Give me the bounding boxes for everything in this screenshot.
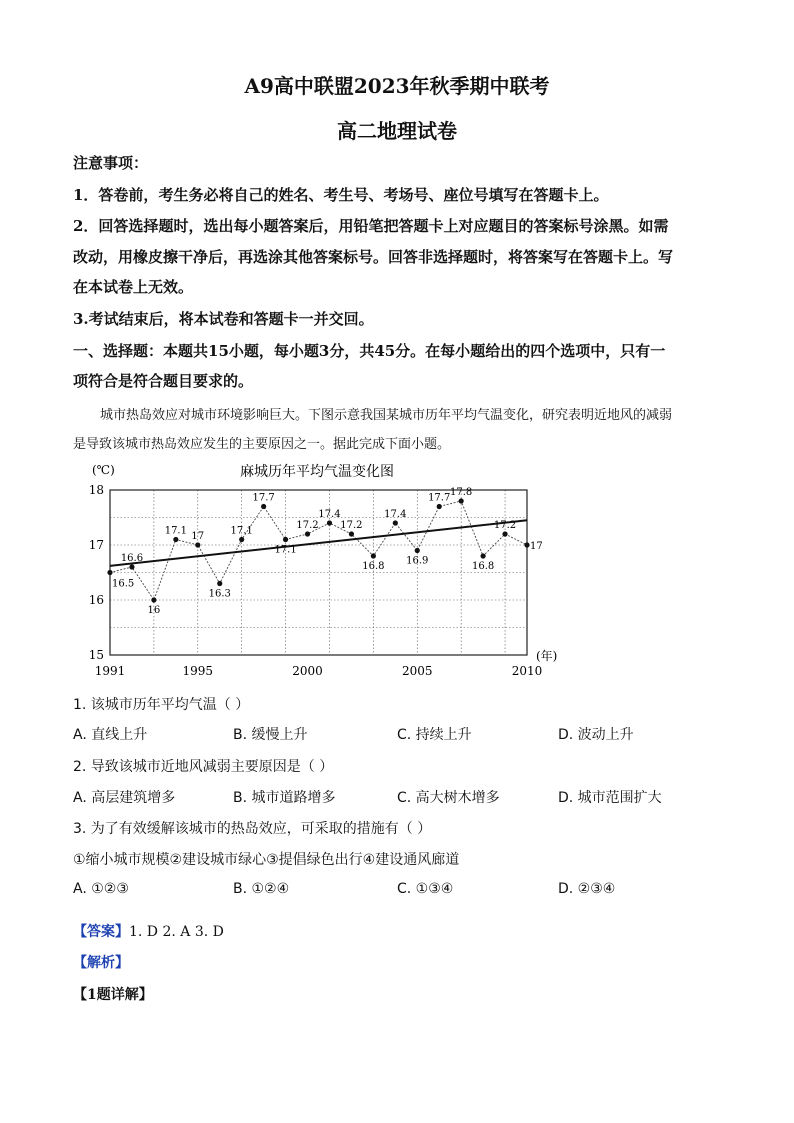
data-point <box>151 597 156 602</box>
data-label: 17.7 <box>252 492 275 504</box>
option-3d[interactable]: D. ②③④ <box>558 881 616 897</box>
x-tick-label: 2010 <box>511 664 543 678</box>
option-1c[interactable]: C. 持续上升 <box>397 727 472 743</box>
detail-label: 【1题详解】 <box>73 987 153 1003</box>
chart-title: 麻城历年平均气温变化图 <box>240 464 394 480</box>
question-2-stem: 2. 导致该城市近地风减弱主要原因是（ ） <box>73 759 334 775</box>
data-label: 17.4 <box>318 509 341 520</box>
notes-heading: 注意事项： <box>73 154 149 172</box>
data-point <box>217 581 222 586</box>
y-tick-label: 18 <box>88 483 104 497</box>
y-tick-label: 15 <box>88 648 104 662</box>
y-tick-label: 16 <box>88 593 104 607</box>
data-point <box>195 542 200 547</box>
section-heading: 一、选择题：本题共15小题，每小题3分，共45分。在每小题给出的四个选项中，只有一 <box>73 342 666 360</box>
data-label: 17 <box>530 541 543 552</box>
x-axis-unit: (年) <box>536 649 558 663</box>
data-point <box>502 531 507 536</box>
x-tick-label: 2000 <box>292 664 323 678</box>
y-axis-unit: (℃) <box>92 463 115 477</box>
note-line: 在本试卷上无效。 <box>73 278 194 296</box>
data-point <box>327 520 332 525</box>
data-point <box>239 537 244 542</box>
note-line: 改动，用橡皮擦干净后，再选涂其他答案标号。回答非选择题时，将答案写在答题卡上。写 <box>73 248 674 266</box>
option-3b[interactable]: B. ①②④ <box>233 881 290 897</box>
option-3c[interactable]: C. ①③④ <box>397 881 454 897</box>
data-label: 17.2 <box>296 520 319 531</box>
x-tick-label: 1995 <box>182 664 214 678</box>
note-line: 1．答卷前，考生务必将自己的姓名、考生号、考场号、座位号填写在答题卡上。 <box>73 186 609 204</box>
exam-title: A9高中联盟2023年秋季期中联考 <box>244 74 550 98</box>
answer-line <box>73 921 224 941</box>
data-label: 16.6 <box>120 553 144 564</box>
data-label: 16.3 <box>208 588 231 600</box>
data-point <box>107 570 112 575</box>
data-label: 16.8 <box>471 561 495 572</box>
data-label: 17.4 <box>384 509 407 520</box>
data-label: 17.2 <box>493 520 517 531</box>
data-label: 17 <box>191 531 205 542</box>
section-heading-cont: 项符合是符合题目要求的。 <box>73 372 254 390</box>
option-2a[interactable]: A. 高层建筑增多 <box>73 790 176 806</box>
data-label: 16 <box>147 605 161 616</box>
data-label: 16.5 <box>112 578 135 590</box>
note-line: 2．回答选择题时，选出每小题答案后，用铅笔把答题卡上对应题目的答案标号涂黑。如需 <box>73 217 669 235</box>
data-point <box>437 504 442 509</box>
material-text: 城市热岛效应对城市环境影响巨大。下图示意我国某城市历年平均气温变化，研究表明近地风的减弱 <box>100 408 673 423</box>
question-3-stem: 3. 为了有效缓解该城市的热岛效应，可采取的措施有（ ） <box>73 821 432 837</box>
y-tick-label: 17 <box>88 538 104 552</box>
data-point <box>283 537 288 542</box>
note-line: 3.考试结束后，将本试卷和答题卡一并交回。 <box>73 310 374 328</box>
data-point <box>481 553 486 558</box>
option-2b[interactable]: B. 城市道路增多 <box>233 790 336 806</box>
data-label: 17.1 <box>274 544 297 556</box>
data-point <box>415 548 420 553</box>
data-label: 16.9 <box>406 555 429 567</box>
analysis-label: 【解析】 <box>73 955 129 971</box>
question-3-measures: ①缩小城市规模②建设城市绿心③提倡绿色出行④建设通风廊道 <box>73 852 460 868</box>
option-2c[interactable]: C. 高大树木增多 <box>397 790 500 806</box>
exam-subtitle: 高二地理试卷 <box>337 119 457 143</box>
data-point <box>393 520 398 525</box>
option-1d[interactable]: D. 波动上升 <box>558 727 634 743</box>
x-tick-label: 1991 <box>94 664 126 678</box>
data-point <box>261 504 266 509</box>
data-label: 17.8 <box>450 487 473 498</box>
data-point <box>371 553 376 558</box>
question-1-stem: 1. 该城市历年平均气温（ ） <box>73 697 250 713</box>
data-label: 17.1 <box>164 525 187 537</box>
option-3a[interactable]: A. ①②③ <box>73 881 129 897</box>
option-1a[interactable]: A. 直线上升 <box>73 727 148 743</box>
data-point <box>349 531 354 536</box>
option-1b[interactable]: B. 缓慢上升 <box>233 727 308 743</box>
option-2d[interactable]: D. 城市范围扩大 <box>558 790 662 806</box>
answer-text: 1. D 2. A 3. D <box>129 924 224 940</box>
x-tick-label: 2005 <box>401 664 433 678</box>
data-point <box>129 564 134 569</box>
data-label: 16.8 <box>362 561 385 572</box>
data-label: 17.7 <box>428 492 451 504</box>
data-label: 17.1 <box>230 525 253 537</box>
data-point <box>173 537 178 542</box>
data-point <box>305 531 310 536</box>
temperature-chart <box>80 458 560 683</box>
data-point <box>524 542 529 547</box>
data-label: 17.2 <box>340 520 363 531</box>
material-text-cont: 是导致该城市热岛效应发生的主要原因之一。据此完成下面小题。 <box>73 437 451 452</box>
answer-key-label: 【答案】 <box>73 924 129 940</box>
data-point <box>459 498 464 503</box>
